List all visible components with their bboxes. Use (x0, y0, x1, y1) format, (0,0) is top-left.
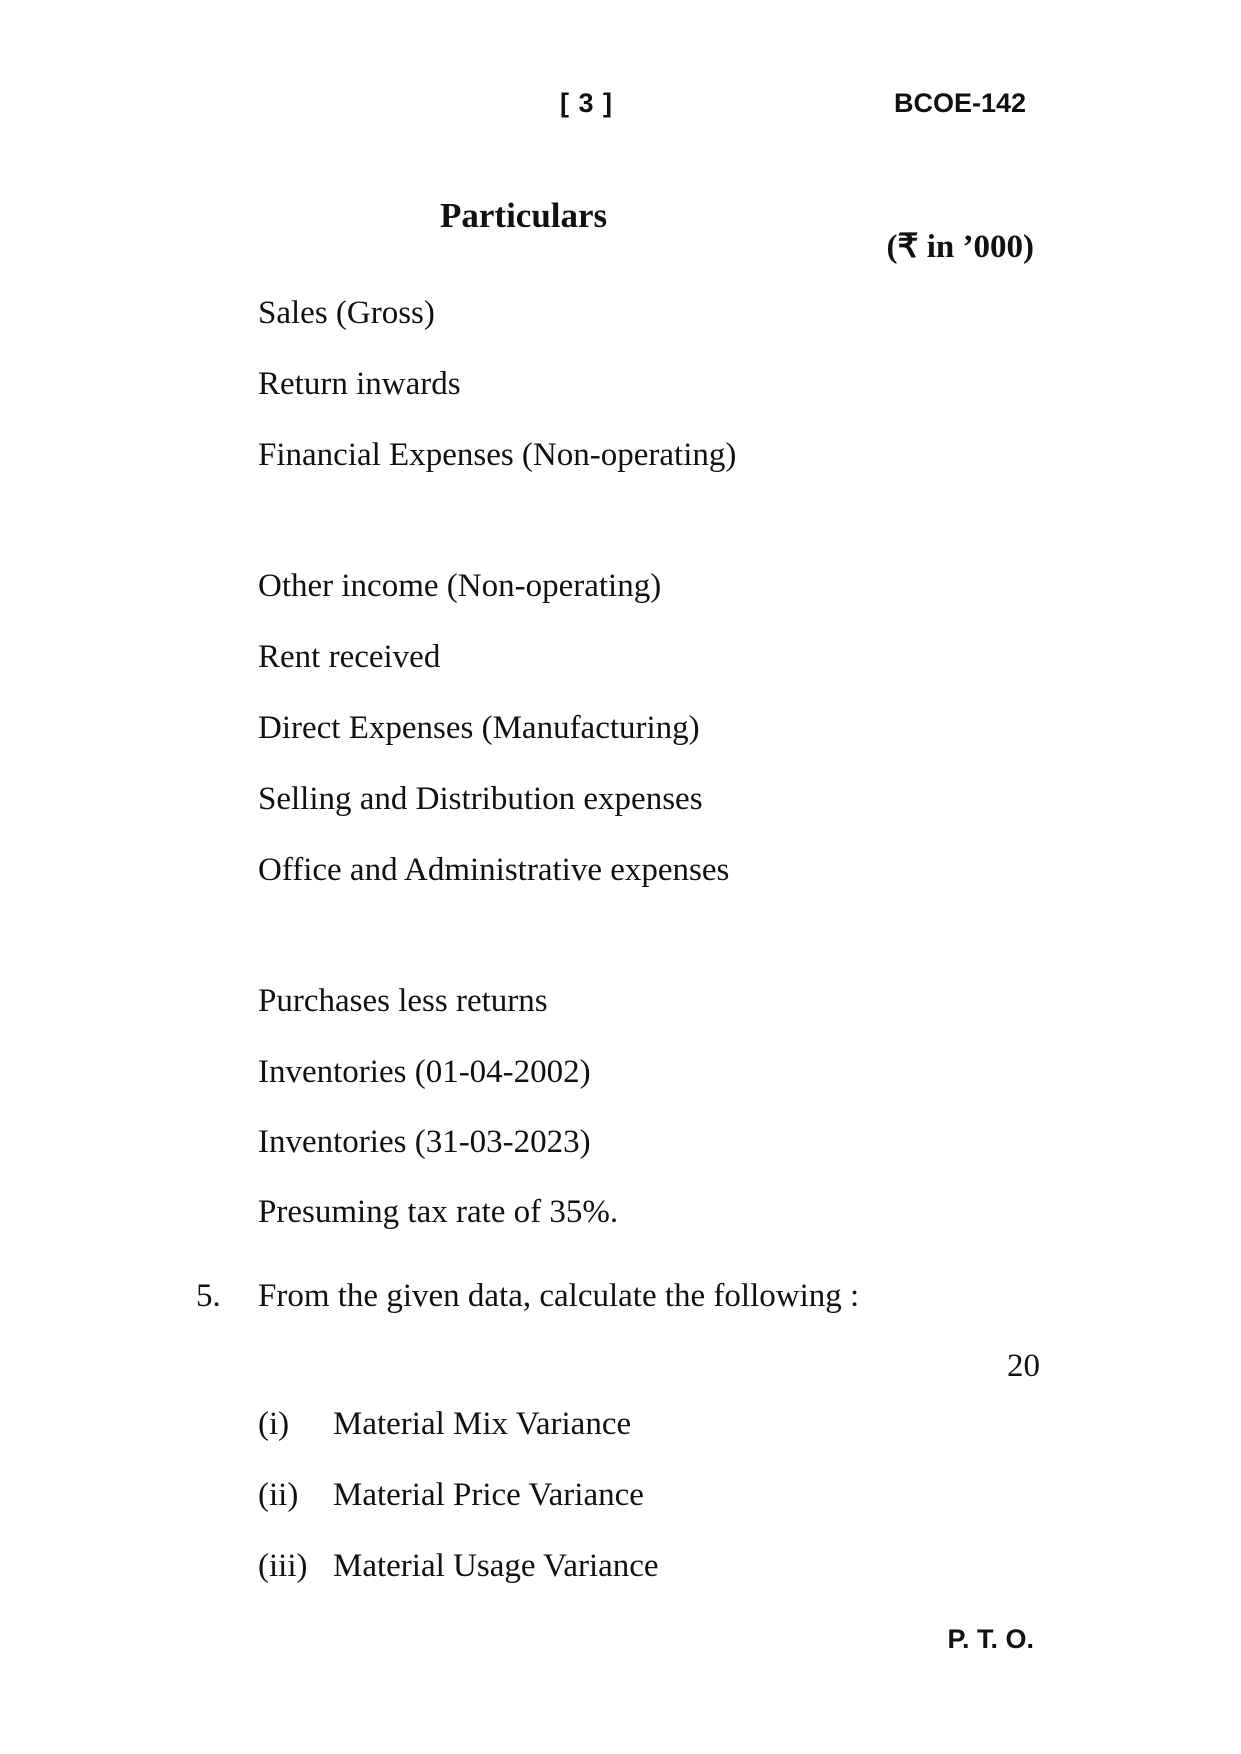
table-row-label: Return inwards (258, 366, 461, 402)
sub-question-number: (i) (258, 1406, 290, 1442)
table-row-label: Office and Administrative expenses (258, 852, 730, 888)
question-marks: 20 (1007, 1348, 1040, 1384)
sub-question-text: Material Price Variance (333, 1477, 644, 1513)
table-row-label: Inventories (01-04-2002) (258, 1054, 591, 1090)
table-row-label: Purchases less returns (258, 983, 548, 1019)
sub-question-number: (ii) (258, 1477, 299, 1513)
question-number: 5. (196, 1278, 221, 1314)
please-turn-over: P. T. O. (947, 1624, 1034, 1654)
table-row-label: Direct Expenses (Manufacturing) (258, 710, 700, 746)
table-row-label: Inventories (31-03-2023) (258, 1124, 591, 1160)
sub-question-text: Material Usage Variance (333, 1548, 659, 1584)
question-text: From the given data, calculate the following : (258, 1278, 860, 1314)
page-number: [ 3 ] (560, 88, 614, 118)
table-row-label: Other income (Non-operating) (258, 568, 662, 604)
tax-rate-note: Presuming tax rate of 35%. (258, 1194, 619, 1230)
sub-question-text: Material Mix Variance (333, 1406, 632, 1442)
table-row-label: Financial Expenses (Non-operating) (258, 437, 737, 473)
paper-code: BCOE-142 (893, 88, 1026, 118)
table-row-label: Rent received (258, 639, 441, 675)
particulars-heading: Particulars (440, 196, 608, 235)
sub-question-number: (iii) (258, 1548, 308, 1584)
table-row-label: Selling and Distribution expenses (258, 781, 703, 817)
table-row-label: Sales (Gross) (258, 295, 435, 331)
unit-label: (₹ in ’000) (886, 229, 1034, 265)
